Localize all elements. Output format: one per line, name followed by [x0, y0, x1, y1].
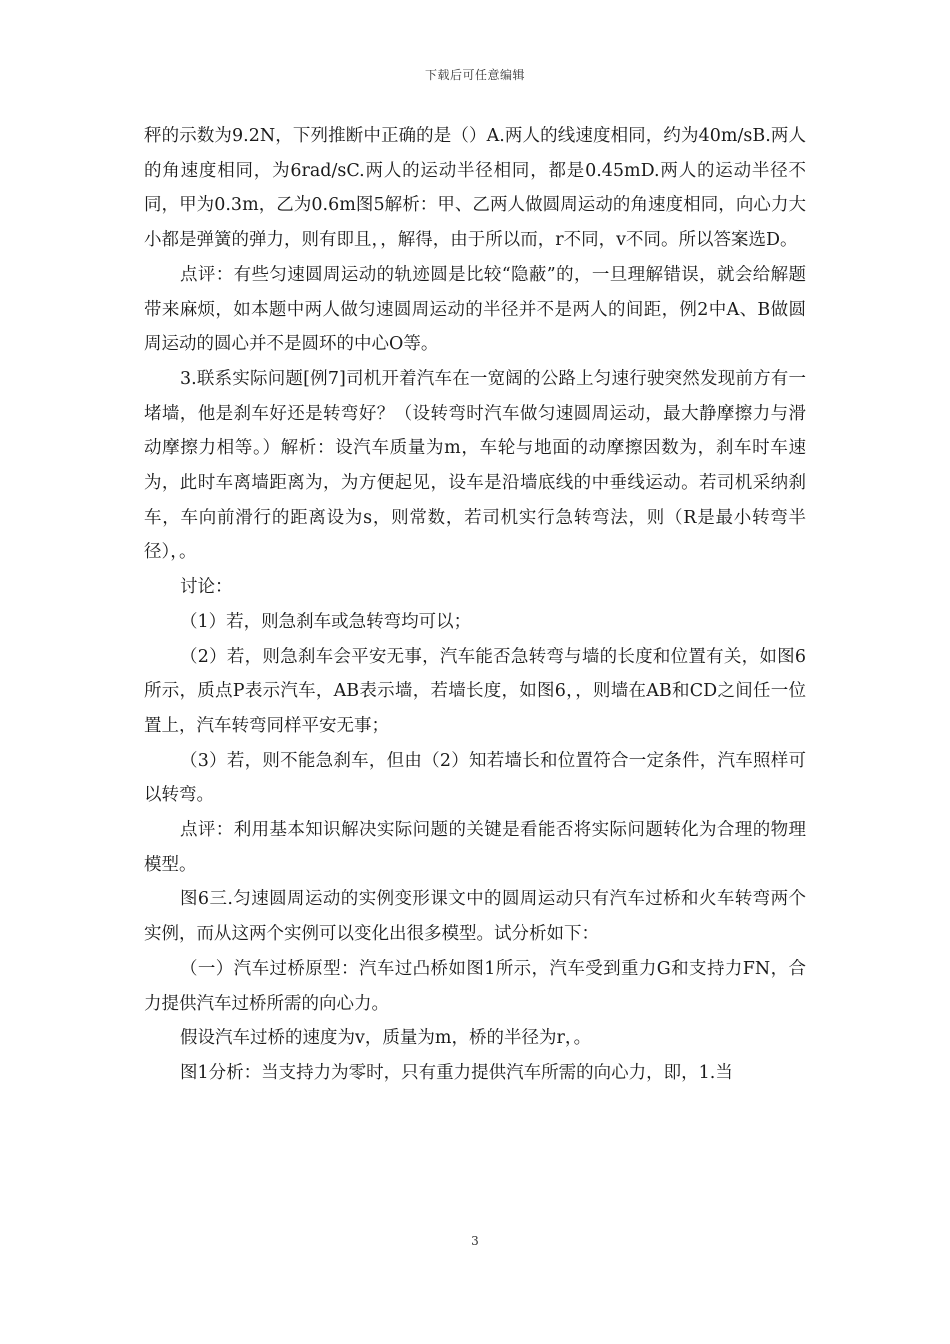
- paragraph-10: （一）汽车过桥原型：汽车过凸桥如图1所示，汽车受到重力G和支持力FN，合力提供汽车过桥所需的向心力。: [144, 958, 806, 1014]
- paragraph-7: （3）若，则不能急刹车，但由（2）知若墙长和位置符合一定条件，汽车照样可以转弯。: [144, 750, 806, 806]
- paragraph-3: 3.联系实际问题[例7]司机开着汽车在一宽阔的公路上匀速行驶突然发现前方有一堵墙，他是刹车好还是转弯好？（设转弯时汽车做匀速圆周运动，最大静摩擦力与滑动摩擦力相等。）解析：设汽车质量为m，车轮与地面的动摩擦因数为，刹车时车速为，此时车离墙距离为，为方便起见，设车是沿墙底线的中垂线运动。若司机采纳刹车，车向前滑行的距离设为s，则常数，若司机实行急转弯法，则（R是最小转弯半径），。: [144, 368, 806, 563]
- paragraph-6: （2）若，则急刹车会平安无事，汽车能否急转弯与墙的长度和位置有关，如图6所示，质点P表示汽车，AB表示墙，若墙长度，如图6，，则墙在AB和CD之间任一位置上，汽车转弯同样平安无事；: [144, 646, 806, 736]
- paragraph-4: 讨论：: [180, 577, 233, 598]
- paragraph-1: 秤的示数为9.2N，下列推断中正确的是（）A.两人的线速度相同，约为40m/sB.两人的角速度相同，为6rad/sC.两人的运动半径相同，都是0.45mD.两人的运动半径不同，甲为0.3m，乙为0.6m图5解析：甲、乙两人做圆周运动的角速度相同，向心力大小都是弹簧的弹力，则有即且，，解得，由于所以而，r不同，v不同。所以答案选D。: [144, 126, 806, 251]
- paragraph-8: 点评：利用基本知识解决实际问题的关键是看能否将实际问题转化为合理的物理模型。: [144, 820, 806, 875]
- paragraph-11: 假设汽车过桥的速度为v，质量为m，桥的半径为r，。: [180, 1028, 592, 1049]
- paragraph-5: （1）若，则急刹车或急转弯均可以；: [180, 611, 472, 632]
- paragraph-2: 点评：有些匀速圆周运动的轨迹圆是比较“隐蔽”的，一旦理解错误，就会给解题带来麻烦，如本题中两人做匀速圆周运动的半径并不是两人的间距，例2中A、B做圆周运动的圆心并不是圆环的中心O等。: [144, 264, 806, 355]
- document-body: [144, 119, 806, 1091]
- page-header: 下载后可任意编辑: [424, 68, 525, 82]
- paragraph-12: 图1分析：当支持力为零时，只有重力提供汽车所需的向心力，即，1.当: [180, 1062, 733, 1083]
- paragraph-9: 图6三.匀速圆周运动的实例变形课文中的圆周运动只有汽车过桥和火车转弯两个实例，而从这两个实例可以变化出很多模型。试分析如下：: [144, 889, 806, 945]
- page-number: 3: [471, 1234, 479, 1248]
